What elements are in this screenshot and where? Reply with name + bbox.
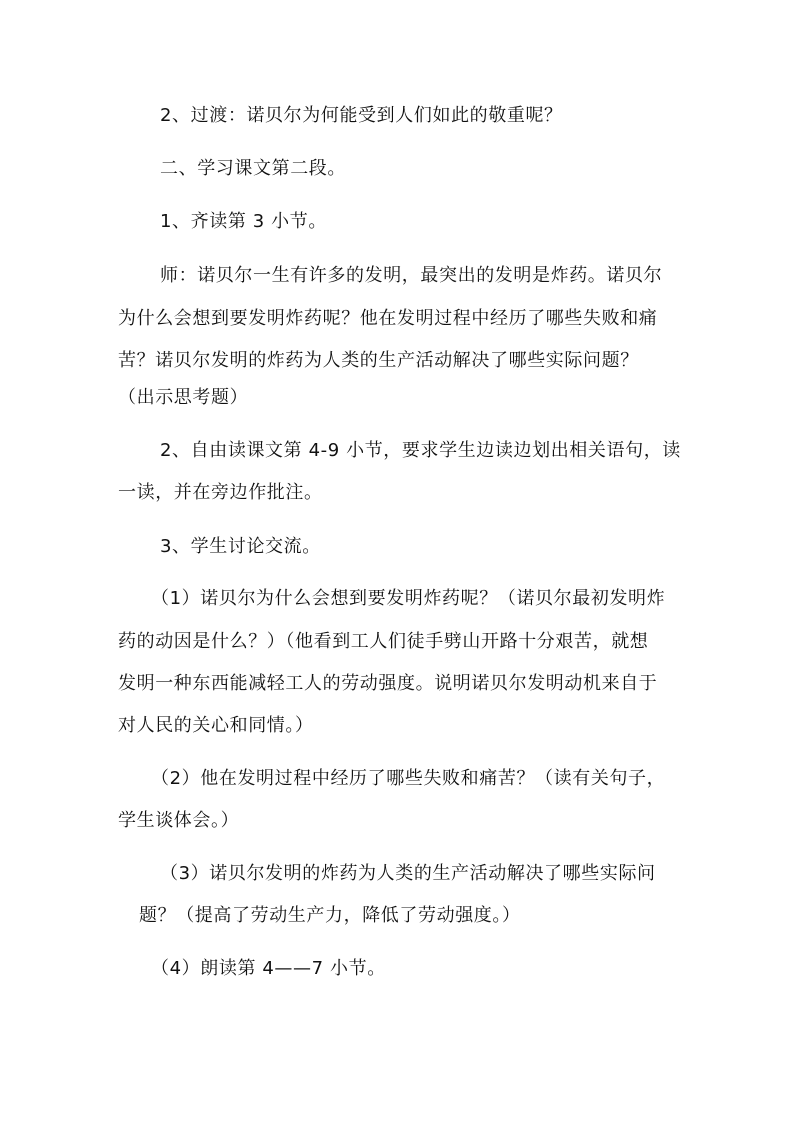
teacher-paragraph-line-4: （出示思考题）	[118, 387, 249, 408]
teacher-paragraph-line-2: 为什么会想到要发明炸药呢？他在发明过程中经历了哪些失败和痛	[118, 308, 658, 329]
question-3-line-2: 题？（提高了劳动生产力，降低了劳动强度。）	[139, 905, 521, 926]
text-line-read-section-3: 1、齐读第 3 小节。	[160, 211, 327, 232]
question-2-line-2: 学生谈体会。）	[118, 810, 240, 831]
discussion-heading: 3、学生讨论交流。	[160, 536, 321, 557]
question-2-line-1: （2）他在发明过程中经历了哪些失败和痛苦？（读有关句子，	[151, 768, 666, 789]
teacher-paragraph-line-1: 师：诺贝尔一生有许多的发明，最突出的发明是炸药。诺贝尔	[160, 265, 663, 286]
question-1-line-1: （1）诺贝尔为什么会想到要发明炸药呢？（诺贝尔最初发明炸	[151, 588, 666, 609]
question-1-line-4: 对人民的关心和同情。）	[118, 715, 314, 736]
teacher-paragraph-line-3: 苦？诺贝尔发明的炸药为人类的生产活动解决了哪些实际问题？	[118, 350, 639, 371]
question-3-line-1: （3）诺贝尔发明的炸药为人类的生产活动解决了哪些实际问	[160, 863, 656, 884]
section-heading-part-two: 二、学习课文第二段。	[160, 158, 346, 179]
free-reading-line-1: 2、自由读课文第 4-9 小节，要求学生边读边划出相关语句，读	[160, 440, 681, 461]
question-1-line-2: 药的动因是什么？）（他看到工人们徒手劈山开路十分艰苦，就想	[118, 631, 649, 652]
free-reading-line-2: 一读，并在旁边作批注。	[118, 482, 323, 503]
text-line-transition-question: 2、过渡：诺贝尔为何能受到人们如此的敬重呢？	[160, 105, 563, 126]
question-4-line-1: （4）朗读第 4——7 小节。	[151, 958, 386, 979]
question-1-line-3: 发明一种东西能减轻工人的劳动强度。说明诺贝尔发明动机来自于	[118, 673, 658, 694]
